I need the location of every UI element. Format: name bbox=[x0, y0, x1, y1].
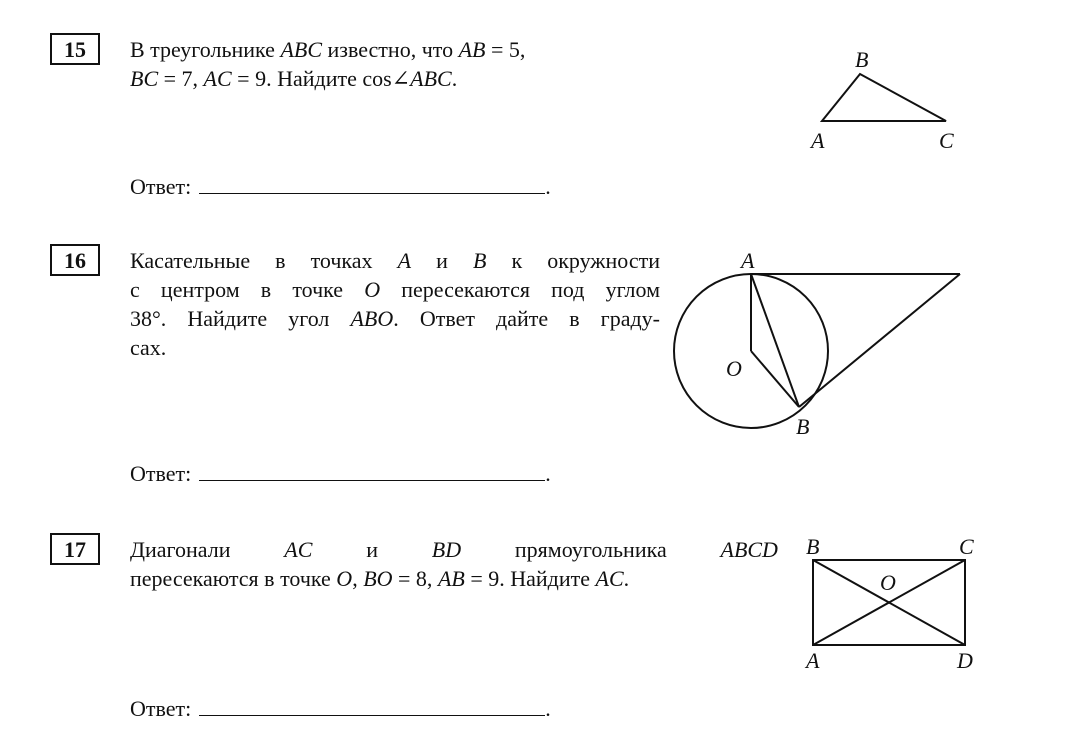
math-var: AC bbox=[595, 566, 624, 591]
math-var: ABCD bbox=[720, 537, 778, 562]
math-var: B bbox=[472, 248, 487, 273]
text-run: к окружности bbox=[486, 248, 660, 273]
text-run: пересекаются в точке bbox=[130, 566, 337, 591]
math-var: AB bbox=[437, 566, 465, 591]
text-run: = 8, bbox=[392, 566, 438, 591]
text-run: 38°. Найдите угол bbox=[130, 306, 351, 331]
point-label-b: B bbox=[796, 414, 810, 439]
triangle-abc bbox=[822, 74, 946, 121]
vertex-label-a: A bbox=[811, 128, 825, 153]
math-var: O bbox=[364, 277, 381, 302]
math-var: ABO bbox=[350, 306, 394, 331]
text-run: с центром в точке bbox=[130, 277, 365, 302]
math-var: AC bbox=[284, 537, 313, 562]
text-run: . bbox=[451, 66, 458, 91]
text-run: и bbox=[366, 537, 378, 562]
math-var: BC bbox=[130, 66, 159, 91]
text-run: сах. bbox=[130, 335, 167, 360]
answer-label: Ответ: bbox=[130, 174, 192, 199]
vertex-label-d: D bbox=[957, 648, 973, 673]
tangent-b bbox=[799, 274, 960, 407]
text-run: , bbox=[352, 566, 364, 591]
text-run: . bbox=[623, 566, 630, 591]
math-var: AB bbox=[458, 37, 486, 62]
answer-label: Ответ: bbox=[130, 461, 192, 486]
vertex-label-c: C bbox=[959, 534, 974, 559]
math-var: ABC bbox=[280, 37, 322, 62]
text-run: Касательные в точках bbox=[130, 248, 398, 273]
text-run: пересекаются под углом bbox=[380, 277, 660, 302]
text-run: = 9. Найдите bbox=[464, 566, 596, 591]
text-run: известно, что bbox=[322, 37, 459, 62]
text-run: и bbox=[411, 248, 473, 273]
math-var: ABC bbox=[410, 66, 452, 91]
vertex-label-b: B bbox=[806, 534, 820, 559]
text-run: В треугольнике bbox=[130, 37, 281, 62]
radius-ob bbox=[751, 351, 799, 407]
problem-number-16: 16 bbox=[50, 244, 100, 276]
text-run: = 5, bbox=[485, 37, 526, 62]
point-label-a: A bbox=[741, 248, 755, 273]
point-label-o: O bbox=[880, 570, 896, 595]
vertex-label-b: B bbox=[855, 47, 869, 72]
text-run: = 9. Найдите cos∠ bbox=[231, 66, 411, 91]
math-var: A bbox=[397, 248, 412, 273]
problem-number-17: 17 bbox=[50, 533, 100, 565]
answer-period: . bbox=[545, 696, 551, 721]
text-run: = 7, bbox=[158, 66, 204, 91]
circle-tangent-figure-16 bbox=[674, 274, 960, 428]
problem-number-15: 15 bbox=[50, 33, 100, 65]
chord-ab bbox=[751, 274, 799, 407]
vertex-label-a: A bbox=[806, 648, 820, 673]
math-var: BD bbox=[431, 537, 462, 562]
math-var: AC bbox=[203, 66, 232, 91]
text-run: прямоугольника bbox=[514, 537, 667, 562]
point-label-o: O bbox=[726, 356, 742, 381]
math-var: O bbox=[336, 566, 353, 591]
text-run: Диагонали bbox=[130, 537, 231, 562]
math-var: BO bbox=[363, 566, 393, 591]
triangle-figure-15 bbox=[822, 74, 946, 121]
answer-label: Ответ: bbox=[130, 696, 192, 721]
answer-period: . bbox=[545, 174, 551, 199]
answer-period: . bbox=[545, 461, 551, 486]
text-run: . Ответ дайте в граду- bbox=[393, 306, 660, 331]
vertex-label-c: C bbox=[939, 128, 954, 153]
